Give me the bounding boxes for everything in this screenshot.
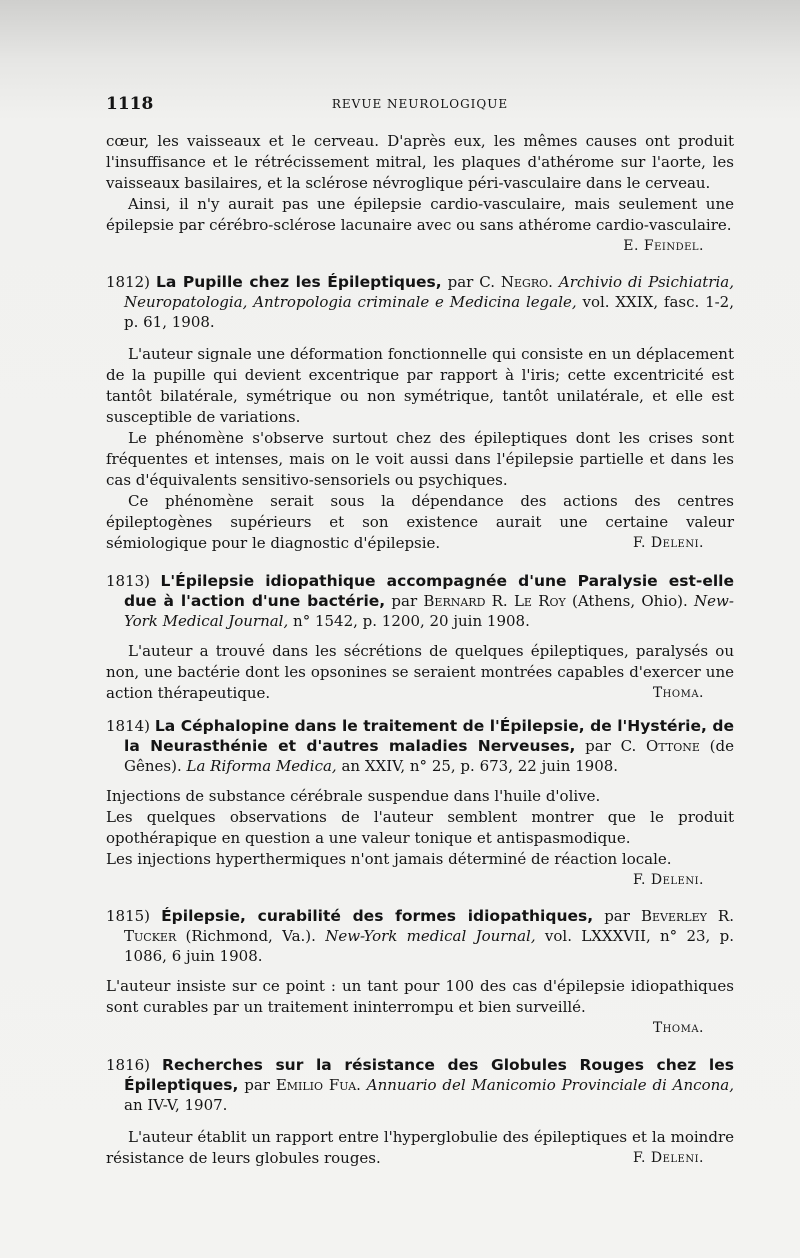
paragraph: L'auteur établit un rapport entre l'hyperglobulie des épileptiques et la moindre résistance de leurs globules rouges. [106, 1128, 734, 1167]
paragraph: Ce phénomène serait sous la dépendance des actions des centres épileptogènes supérieurs et son existence aurait une certaine valeur sémiologique pour le diagnostic d'épilepsie. [106, 492, 734, 552]
signature: E. Feindel. [623, 238, 704, 254]
entry-author: C. Negro. [479, 273, 553, 291]
journal-running-title: REVUE NEUROLOGIQUE [331, 97, 509, 111]
entry-author-place: (de Gênes). [124, 737, 734, 775]
entry-heading [106, 1055, 734, 1115]
signature: Thoma. [652, 1020, 704, 1036]
abstract-entry-1816 [106, 1055, 734, 1169]
page-number: 1118 [106, 94, 154, 114]
entry-source: La Riforma Medica, [186, 757, 337, 775]
signature: F. Deleni. [632, 535, 704, 551]
page-header [106, 94, 734, 118]
entry-source: New-York Medical Journal, [124, 592, 734, 630]
paragraph: Ainsi, il n'y aurait pas une épilepsie cardio-vasculaire, mais seulement une épilepsie par cérébro-sclérose lacunaire avec ou sans athérome cardio-vasculaire. [106, 195, 734, 234]
abstract-entry-1814 [106, 716, 734, 891]
entry-heading [106, 571, 734, 631]
abstract-entry-1815 [106, 906, 734, 1039]
par-word: par [447, 273, 474, 291]
entry-title: Recherches sur la résistance des Globules Rouges chez les Épileptiques, [124, 1056, 734, 1094]
entry-title: La Céphalopine dans le traitement de l'Épilepsie, de l'Hystérie, de la Neurasthénie et d'autres maladies Nerveuses, [124, 717, 734, 755]
entry-title: L'Épilepsie idiopathique accompagnée d'une Paralysie est-elle due à l'action d'une bactérie, [124, 572, 734, 610]
par-word: par [244, 1076, 270, 1094]
entry-title: Épilepsie, curabilité des formes idiopathiques, [161, 907, 594, 925]
entry-number: 1812) [106, 273, 151, 291]
entry-source: Annuario del Manicomio Provinciale di Ancona, [366, 1076, 734, 1094]
entry-details: an IV-V, 1907. [124, 1096, 228, 1114]
entry-author: Emilio Fua. [275, 1076, 361, 1094]
paragraph: L'auteur signale une déformation fonctionnelle qui consiste en un déplacement de la pupille qui devient excentrique par rapport à l'iris; cette excentricité est tantôt bilatérale, symétrique ou non symétrique, tantôt unilatérale, et elle est susceptible de variations. [106, 345, 734, 426]
entry-author: C. Ottone [620, 737, 700, 755]
entry-source: Archivio di Psichiatria, Neuropatologia, Antropologia criminale e Medicina legale, [124, 273, 734, 311]
entry-author-place: (Richmond, Va.). [185, 927, 316, 945]
paragraph: cœur, les vaisseaux et le cerveau. D'après eux, les mêmes causes ont produit l'insuffisance et le rétrécissement mitral, les plaques d'athérome sur l'aorte, les vaisseaux basilaires, et la sclérose névroglique péri-vasculaire dans le cerveau. [106, 132, 734, 192]
par-word: par [585, 737, 611, 755]
entry-number: 1814) [106, 717, 151, 735]
entry-heading [106, 716, 734, 776]
paragraph: Le phénomène s'observe surtout chez des épileptiques dont les crises sont fréquentes et intenses, mais on le voit aussi dans l'épilepsie partielle et dans les cas d'équivalents sensitivo-sensoriels ou psychiques. [106, 429, 734, 489]
paragraph: Injections de substance cérébrale suspendue dans l'huile d'olive. [106, 787, 601, 805]
entry-author: Bernard R. Le Roy [423, 592, 566, 610]
entry-number: 1813) [106, 572, 151, 590]
signature: F. Deleni. [632, 872, 704, 888]
paragraph: Les quelques observations de l'auteur semblent montrer que le produit opothérapique en question a une valeur tonique et antispasmodique. [106, 808, 734, 847]
abstract-entry-1812 [106, 272, 734, 554]
entry-number: 1815) [106, 907, 151, 925]
continuation-block [106, 131, 734, 257]
entry-author-place: (Athens, Ohio). [572, 592, 688, 610]
entry-source: New-York medical Journal, [325, 927, 536, 945]
paragraph: Les injections hyperthermiques n'ont jamais déterminé de réaction locale. [106, 850, 672, 868]
signature: Thoma. [652, 685, 704, 701]
entry-author: Beverley R. Tucker [124, 907, 734, 945]
entry-details: an XXIV, n° 25, p. 673, 22 juin 1908. [341, 757, 619, 775]
par-word: par [391, 592, 418, 610]
paragraph: L'auteur a trouvé dans les sécrétions de quelques épileptiques, paralysés ou non, une bactérie dont les opsonines se seraient montrées capables d'exercer une action thérapeutique. [106, 642, 734, 702]
entry-details: vol. LXXXVII, n° 23, p. 1086, 6 juin 1908. [124, 927, 734, 965]
entry-heading [106, 906, 734, 966]
abstract-entry-1813 [106, 571, 734, 704]
entry-number: 1816) [106, 1056, 151, 1074]
entry-title: La Pupille chez les Épileptiques, [155, 273, 442, 291]
paragraph: L'auteur insiste sur ce point : un tant pour 100 des cas d'épilepsie idiopathiques sont curables par un traitement ininterrompu et bien surveillé. [106, 977, 734, 1016]
entry-details: vol. XXIX, fasc. 1-2, p. 61, 1908. [124, 293, 734, 331]
par-word: par [604, 907, 630, 925]
entry-heading [106, 272, 734, 332]
signature: F. Deleni. [632, 1150, 704, 1166]
entry-details: n° 1542, p. 1200, 20 juin 1908. [293, 612, 530, 630]
